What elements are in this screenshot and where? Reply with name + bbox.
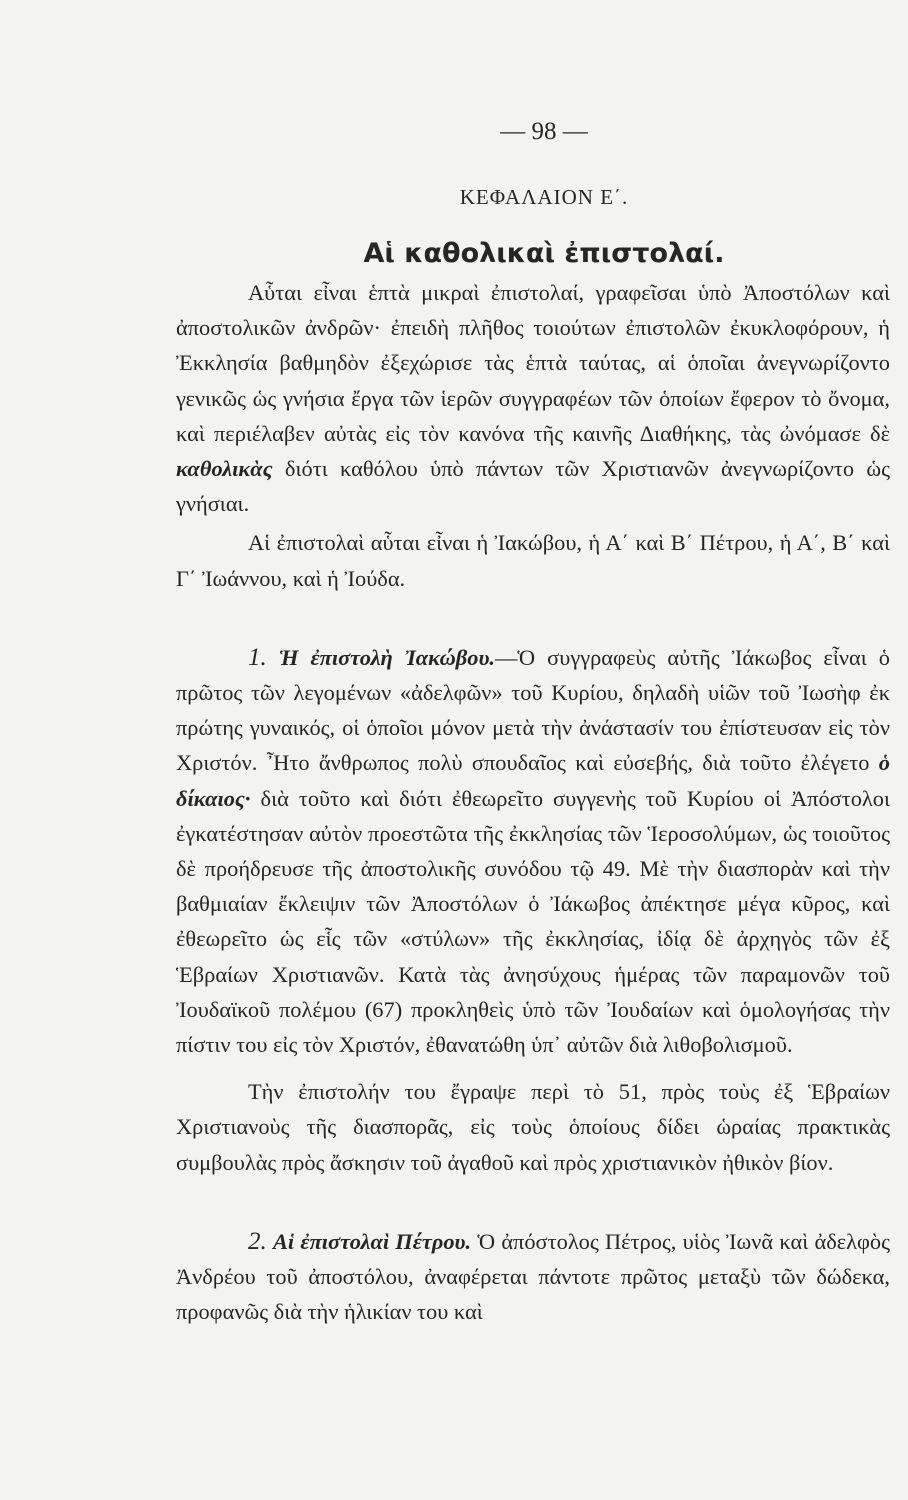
section-2-number: 2. [248, 1227, 267, 1255]
page-body [176, 275, 890, 1329]
section-2-paragraph-1 [176, 1224, 890, 1330]
section-1-text-b: διὰ τοῦτο καὶ διότι ἐθεωρεῖτο συγγενὴς τοῦ Κυρίου οἱ Ἀπόστολοι ἐγκατέστησαν αὐτὸν προεστῶτα τῆς ἐκκλησίας τῶν Ἱεροσολύμων, ὡς τοιοῦτος δὲ προήδρευσε τῆς ἀποστολικῆς συνόδου τῷ 49. Μὲ τὴν διασπορὰν καὶ τὴν βαθμιαίαν ἔκλειψιν τῶν Ἀποστόλων ὁ Ἰάκωβος ἀπέκτησε μέγα κῦρος, καὶ ἐθεωρεῖτο ὡς εἷς τῶν «στύλων» τῆς ἐκκλησίας, ἰδίᾳ δὲ ἀρχηγὸς τῶν ἐξ Ἑβραίων Χριστιανῶν. Κατὰ τὰς ἀνησύχους ἡμέρας τῶν παραμονῶν τοῦ Ἰουδαϊκοῦ πολέμου (67) προκληθεὶς ὑπὸ τῶν Ἰουδαίων καὶ ὁμολογήσας τὴν πίστιν του εἰς τὸν Χριστόν, ἐθανατώθη ὑπ᾿ αὐτῶν διὰ λιθοβολισμοῦ. [176, 785, 890, 1058]
section-1-title: Ἡ ἐπιστολὴ Ἰακώβου. [278, 644, 496, 670]
section-1-number: 1. [248, 643, 267, 671]
intro-paragraph-1 [176, 275, 890, 521]
section-1-paragraph-2: Τὴν ἐπιστολήν του ἔγραψε περὶ τὸ 51, πρὸς τοὺς ἐξ Ἑβραίων Χριστιανοὺς τῆς διασπορᾶς, εἰς τοὺς ὁποίους δίδει ὡραίας πρακτικὰς συμβουλὰς πρὸς ἄσκησιν τοῦ ἀγαθοῦ καὶ πρὸς χριστιανικὸν ἠθικὸν βίον. [176, 1079, 890, 1175]
section-1-text-a: —Ὁ συγγραφεὺς αὐτῆς Ἰάκωβος εἶναι ὁ πρῶτος τῶν λεγομένων «ἀδελφῶν» τοῦ Κυρίου, δηλαδὴ υἱῶν τοῦ Ἰωσὴφ ἐκ πρώτης γυναικός, οἱ ὁποῖοι μόνον μετὰ τὴν ἀνάστασίν του ἐπίστευσαν εἰς τὸν Χριστόν. Ἦτο ἄνθρωπος πολὺ σπουδαῖος καὶ εὐσεβής, διὰ τοῦτο ἐλέγετο [176, 644, 890, 776]
intro-paragraph-2: Αἱ ἐπιστολαὶ αὗται εἶναι ἡ Ἰακώβου, ἡ Α΄ καὶ Β΄ Πέτρου, ἡ Α΄, Β΄ καὶ Γ΄ Ἰωάννου, καὶ ἡ Ἰούδα. [176, 530, 890, 591]
section-heading: Αἱ καθολικαὶ ἐπιστολαί. [363, 238, 725, 269]
section-2-text: Ὁ ἀπόστολος Πέτρος, υἱὸς Ἰωνᾶ καὶ ἀδελφὸς Ἀνδρέου τοῦ ἀποστόλου, ἀναφέρεται πάντοτε πρῶτος μεταξὺ τῶν δώδεκα, προφανῶς διὰ τὴν ἡλικίαν του καὶ [176, 1228, 890, 1325]
emphasis-epithet: ὁ δίκαιος· [176, 750, 890, 811]
section-1-paragraph-1 [176, 640, 890, 1062]
intro-text-a: Αὗται εἶναι ἑπτὰ μικραὶ ἐπιστολαί, γραφεῖσαι ὑπὸ Ἀποστόλων καὶ ἀποστολικῶν ἀνδρῶν· ἐπειδὴ πλῆθος τοιούτων ἐπιστολῶν ἐκυκλοφόρουν, ἡ Ἐκκλησία βαθμηδὸν ἐξεχώρισε τὰς ἑπτὰ ταύτας, αἱ ὁποῖαι ἀνεγνωρίζοντο γενικῶς ὡς γνήσια ἔργα τῶν ἱερῶν συγγραφέων τῶν ὁποίων ἔφερον τὸ ὄνομα, καὶ περιέλαβεν αὐτὰς εἰς τὸν κανόνα τῆς καινῆς Διαθήκης, τὰς ὠνόμασε δὲ [176, 280, 890, 446]
chapter-title: ΚΕΦΑΛΑΙΟΝ Ε΄. [459, 185, 629, 209]
section-2-title: Αἱ ἐπιστολαὶ Πέτρου. [273, 1228, 472, 1254]
page-number: — 98 — [500, 118, 588, 145]
intro-text-b: διότι καθόλου ὑπὸ πάντων τῶν Χριστιανῶν ἀνεγνωρίζοντο ὡς γνήσιαι. [176, 456, 890, 517]
emphasis-term: καθολικὰς [176, 456, 273, 482]
